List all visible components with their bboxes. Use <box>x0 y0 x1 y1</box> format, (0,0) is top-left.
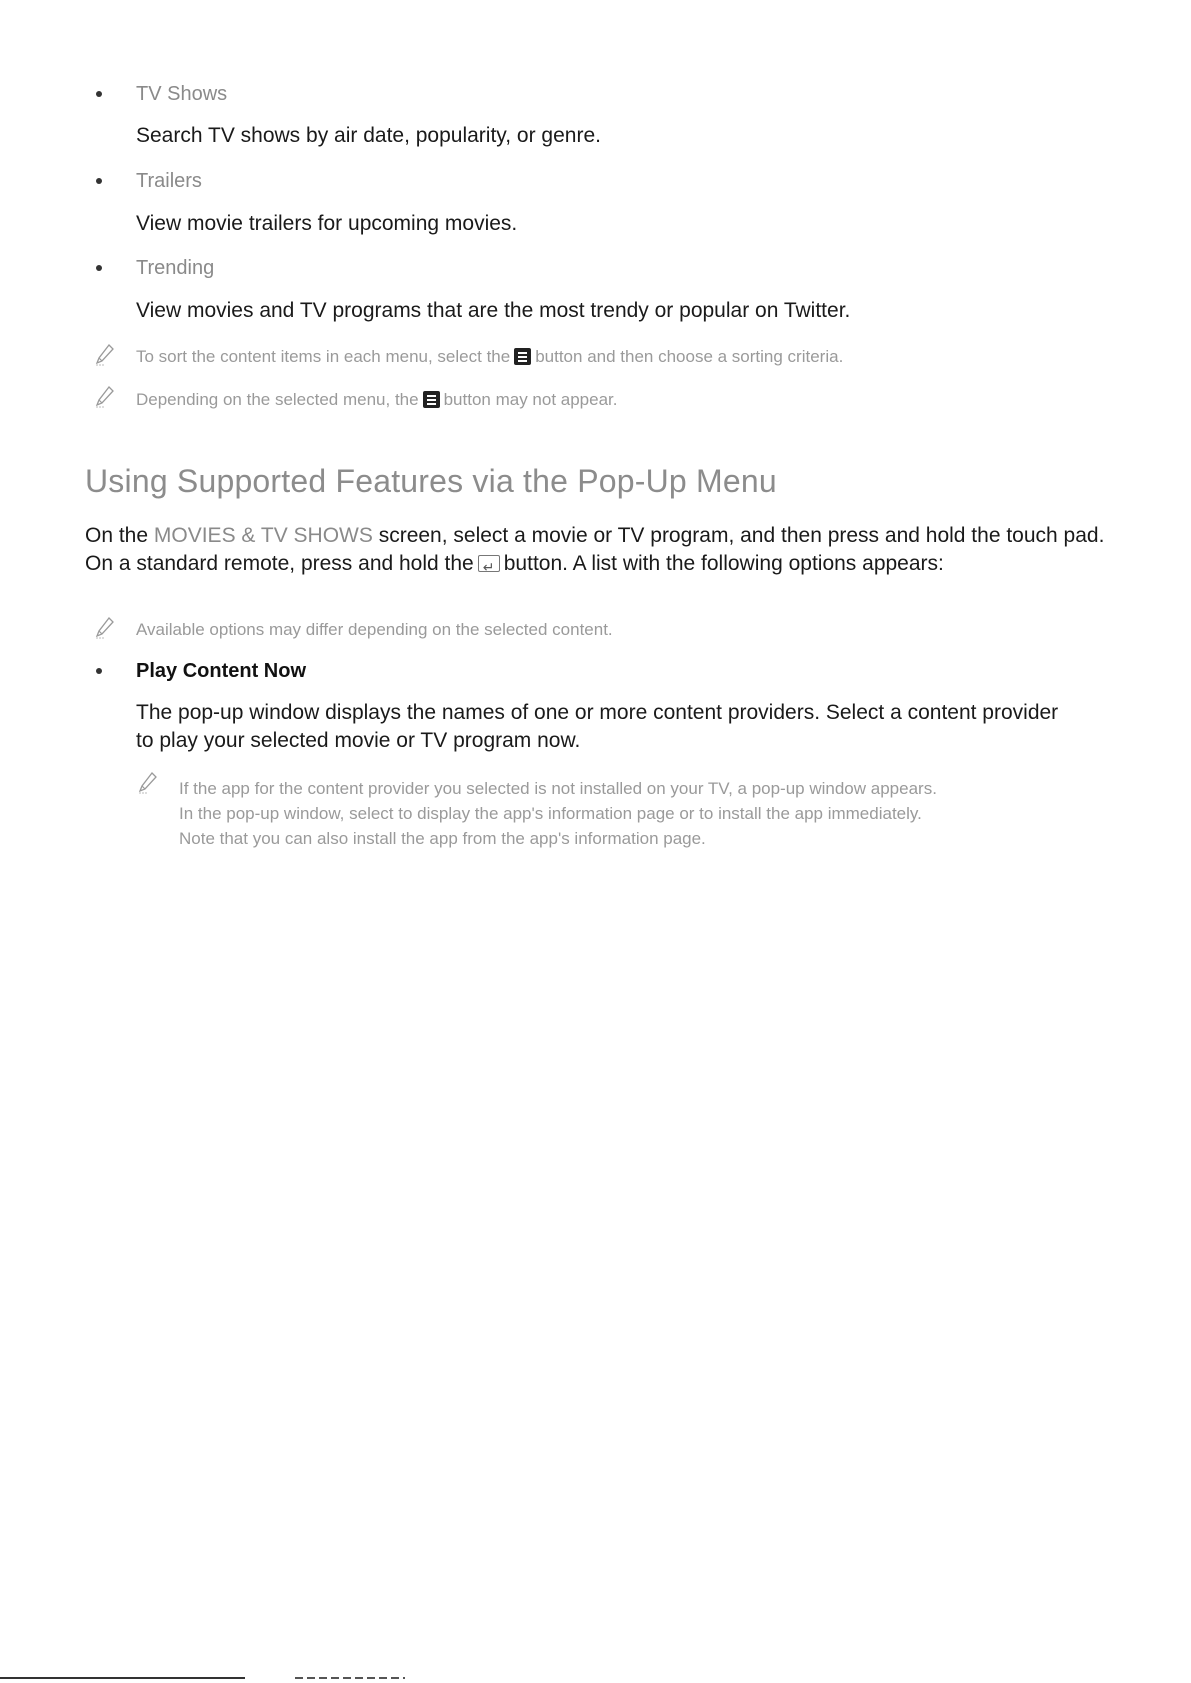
note-depending-menu <box>136 389 618 411</box>
list-item-description: Search TV shows by air date, popularity, or genre. <box>136 124 601 147</box>
footer-rule <box>0 1677 245 1679</box>
menu-button-icon <box>423 391 440 408</box>
list-item-title: TV Shows <box>136 83 228 105</box>
bullet-dot <box>96 91 102 97</box>
list-item-description: View movie trailers for upcoming movies. <box>136 212 518 235</box>
note-text: To sort the content items in each menu, select the <box>136 347 511 366</box>
note-text: Depending on the selected menu, the <box>136 390 419 409</box>
note-text: button may not appear. <box>443 390 618 409</box>
pencil-note-icon <box>138 772 158 794</box>
note-available-options: Available options may differ depending on the selected content. <box>136 620 613 639</box>
list-item-trending <box>104 255 214 281</box>
sub-note-line: If the app for the content provider you selected is not installed on your TV, a pop-up window appears. <box>179 779 937 798</box>
sub-note-line: Note that you can also install the app from the app's information page. <box>179 829 706 848</box>
list-item-title: Trailers <box>136 170 202 192</box>
pencil-note-icon <box>95 386 115 408</box>
pencil-note-icon <box>95 617 115 639</box>
sub-note-line: In the pop-up window, select to display the app's information page or to install the app immediately. <box>179 804 922 823</box>
para-text: screen, select a movie or TV program, and then press and hold the touch pad. On a standard remote, press and hold the <box>85 524 1105 575</box>
bullet-dot <box>96 668 102 674</box>
section-paragraph <box>85 522 1115 578</box>
bullet-dot <box>96 265 102 271</box>
list-item-title: Play Content Now <box>136 660 307 682</box>
note-text: button and then choose a sorting criteria. <box>535 347 844 366</box>
menu-button-icon <box>514 348 531 365</box>
bullet-dot <box>96 178 102 184</box>
list-item-description: The pop-up window displays the names of one or more content providers. Select a content provider to play your selected movie or TV program now. <box>136 701 1059 752</box>
pencil-note-icon <box>95 344 115 366</box>
section-heading: Using Supported Features via the Pop-Up Menu <box>85 463 777 499</box>
footer-marks <box>295 1677 405 1679</box>
list-item-play-content-now <box>104 658 306 684</box>
para-text: On the <box>85 524 154 547</box>
list-item-description: View movies and TV programs that are the most trendy or popular on Twitter. <box>136 299 851 322</box>
list-item-tv-shows <box>104 81 227 107</box>
note-sort-content <box>136 346 843 368</box>
list-item-trailers <box>104 168 202 194</box>
screen-name-highlight: MOVIES & TV SHOWS <box>153 524 373 547</box>
para-text: button. A list with the following options appears: <box>503 552 944 575</box>
enter-button-icon <box>478 555 500 572</box>
list-item-title: Trending <box>136 257 215 279</box>
